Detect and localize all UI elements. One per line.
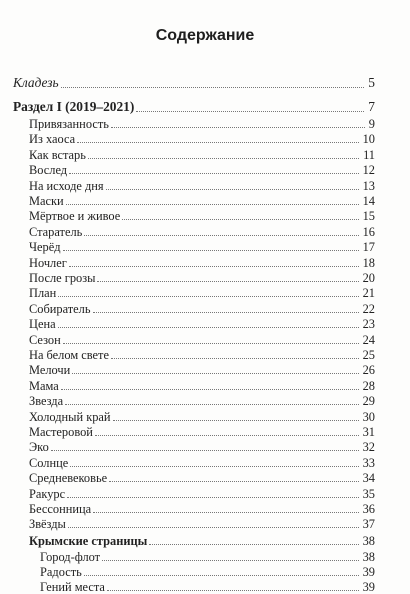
toc-entry-page: 23 (362, 317, 375, 331)
dot-leader (63, 343, 359, 344)
toc-entry (29, 148, 375, 162)
toc-entry-title: Мастеровой (29, 425, 93, 439)
toc-entry-title: Из хаоса (29, 132, 76, 146)
dot-leader (106, 189, 359, 190)
dot-leader (122, 219, 359, 220)
toc-entry (29, 333, 375, 347)
dot-leader (63, 250, 359, 251)
toc-entry (29, 517, 375, 531)
dot-leader (111, 127, 365, 128)
toc-entry (29, 163, 375, 177)
toc-entry-page: 39 (362, 565, 375, 579)
toc-entry-page: 17 (362, 240, 375, 254)
toc-entry-title: После грозы (29, 271, 96, 285)
page-title: Содержание (155, 27, 255, 44)
toc-entry-title: Ночлег (29, 256, 67, 270)
toc-entry (29, 209, 375, 223)
toc-entry-title: Эко (29, 440, 49, 454)
toc-entry-page: 33 (362, 456, 375, 470)
toc-entry-title: План (29, 286, 57, 300)
toc-entry-page: 15 (362, 209, 375, 223)
toc-entry-title: Кладезь (13, 75, 59, 90)
toc-entry (29, 286, 375, 300)
toc-entry-page: 13 (362, 179, 375, 193)
toc-entry-page: 16 (362, 225, 375, 239)
toc-entry-page: 25 (362, 348, 375, 362)
toc-entry-title: Привязанность (29, 117, 109, 131)
toc-entry-page: 31 (362, 425, 375, 439)
toc-entry-title: Мама (29, 379, 59, 393)
dot-leader (149, 544, 359, 545)
dot-leader (136, 111, 364, 112)
toc-entry-page: 39 (362, 580, 375, 594)
dot-leader (61, 389, 359, 390)
dot-leader (69, 173, 359, 174)
toc-entry-title: На белом свете (29, 348, 109, 362)
toc-entry (29, 394, 375, 408)
toc-entry (29, 456, 375, 470)
dot-leader (68, 527, 359, 528)
toc-entry (29, 302, 375, 316)
dot-leader (72, 373, 359, 374)
toc-entry-page: 5 (368, 75, 375, 90)
toc-entry-title: Старатель (29, 225, 83, 239)
toc-entry-page: 26 (362, 363, 375, 377)
toc-entry-title: Солнце (29, 456, 69, 470)
toc-entry-page: 34 (362, 471, 375, 485)
toc-entry-page: 32 (362, 440, 375, 454)
toc-entry-title: Радость (40, 565, 82, 579)
toc-entry (29, 502, 375, 516)
dot-leader (97, 281, 359, 282)
toc-entry-title: Вослед (29, 163, 68, 177)
toc-entry-title: Бессонница (29, 502, 92, 516)
toc-entry (29, 225, 375, 239)
toc-entry-title: Ракурс (29, 487, 66, 501)
toc-entry-title: Как встарь (29, 148, 86, 162)
toc-entry (13, 99, 375, 115)
dot-leader (65, 404, 359, 405)
toc-entry (40, 565, 375, 579)
toc-entry-title: Собиратель (29, 302, 91, 316)
toc-entry-title: Сезон (29, 333, 61, 347)
toc-entry-page: 24 (362, 333, 375, 347)
dot-leader (109, 481, 359, 482)
dot-leader (84, 575, 359, 576)
dot-leader (113, 420, 359, 421)
toc-entry-title: Холодный край (29, 410, 111, 424)
toc-entry-page: 18 (362, 256, 375, 270)
toc-entry-page: 9 (368, 117, 375, 131)
toc-entry-page: 38 (362, 534, 375, 548)
toc-entry-title: Средневековье (29, 471, 108, 485)
toc-entry (29, 379, 375, 393)
toc-entry (29, 256, 375, 270)
toc-entry-page: 20 (362, 271, 375, 285)
dot-leader (69, 266, 359, 267)
dot-leader (88, 158, 359, 159)
dot-leader (51, 450, 359, 451)
toc-entry-title: Маски (29, 194, 64, 208)
toc-entry-page: 38 (362, 550, 375, 564)
toc-entry-title: Мелочи (29, 363, 71, 377)
toc-entry-page: 22 (362, 302, 375, 316)
toc-entry (29, 425, 375, 439)
dot-leader (93, 512, 359, 513)
toc-entry (29, 117, 375, 131)
toc-entry-title: Мёртвое и живое (29, 209, 121, 223)
toc-entry-page: 11 (363, 148, 375, 162)
toc-entry-page: 12 (362, 163, 375, 177)
toc-entry (13, 75, 375, 91)
toc-entry-title: Раздел I (2019–2021) (13, 99, 135, 114)
toc-entry-page: 10 (362, 132, 375, 146)
toc-entry-title: Звезда (29, 394, 64, 408)
toc-entry (29, 240, 375, 254)
dot-leader (58, 327, 359, 328)
toc-entry-page: 30 (362, 410, 375, 424)
toc-entry-title: Звёзды (29, 517, 66, 531)
toc-entry-page: 35 (362, 487, 375, 501)
toc-entry-title: Город-флот (40, 550, 101, 564)
toc-entry-title: Черёд (29, 240, 61, 254)
toc-entry (29, 363, 375, 377)
toc-entry-page: 7 (368, 99, 375, 114)
dot-leader (107, 590, 359, 591)
toc-entry-page: 36 (362, 502, 375, 516)
dot-leader (67, 497, 359, 498)
toc-entry (29, 487, 375, 501)
toc-entry (29, 440, 375, 454)
dot-leader (102, 560, 359, 561)
toc-entry-page: 28 (362, 379, 375, 393)
toc-entry (29, 132, 375, 146)
toc-entry-title: Цена (29, 317, 56, 331)
dot-leader (77, 142, 359, 143)
dot-leader (93, 312, 359, 313)
toc-entry (29, 317, 375, 331)
toc-entry-page: 21 (362, 286, 375, 300)
toc-entry (40, 550, 375, 564)
dot-leader (95, 435, 359, 436)
toc-entry-page: 37 (362, 517, 375, 531)
toc-entry (29, 410, 375, 424)
toc-entry (29, 179, 375, 193)
dot-leader (70, 466, 359, 467)
toc-entry-title: На исходе дня (29, 179, 104, 193)
dot-leader (66, 204, 359, 205)
toc-entry (29, 534, 375, 548)
toc-entry-title: Гений места (40, 580, 105, 594)
toc-entry-title: Крымские страницы (29, 534, 148, 548)
dot-leader (58, 296, 359, 297)
toc-entry (40, 580, 375, 594)
toc-entry (29, 471, 375, 485)
dot-leader (111, 358, 359, 359)
dot-leader (84, 235, 359, 236)
toc-entry-page: 14 (362, 194, 375, 208)
dot-leader (61, 87, 364, 88)
toc-entry (29, 348, 375, 362)
toc-entry (29, 271, 375, 285)
toc-entry (29, 194, 375, 208)
toc-entry-page: 29 (362, 394, 375, 408)
